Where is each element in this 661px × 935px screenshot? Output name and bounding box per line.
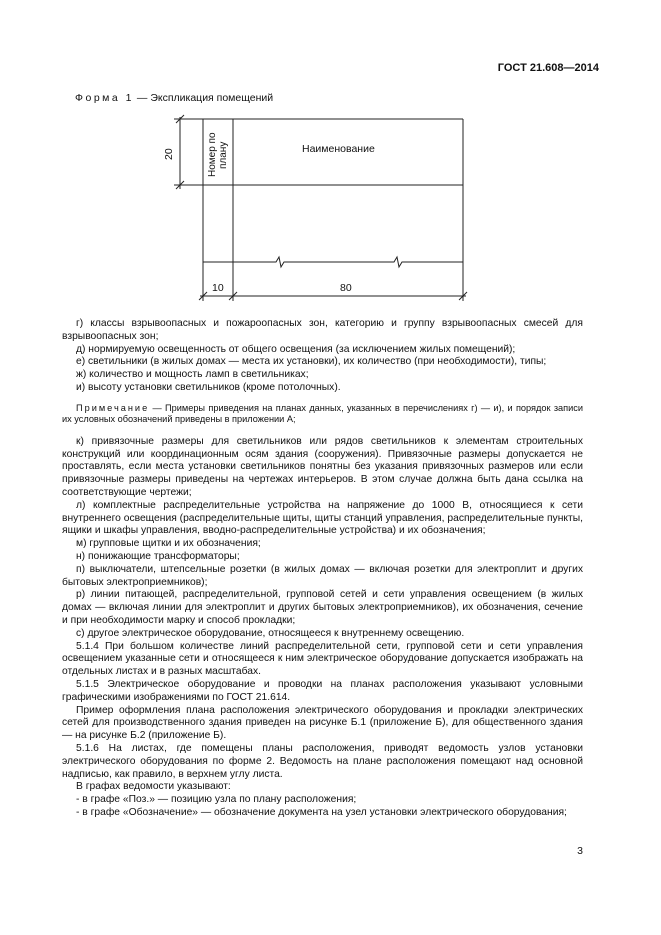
list-item-r: р) линии питающей, распределительной, групповой сетей и сети управления освещением (в жилых домах — включая линии для электроплит и других бытовых электроприемников), их обозначения, сечение и при необходимости марку и способ прокладки; xyxy=(62,589,583,626)
document-body xyxy=(62,318,583,820)
note xyxy=(62,403,583,426)
paragraph-5-1-6-intro: В графах ведомости указывают: xyxy=(76,781,231,793)
list-item-g: г) классы взрывоопасных и пожароопасных зон, категорию и группу взрывоопасных смесей для взрывоопасных зон; xyxy=(62,318,583,342)
list-item-poz: - в графе «Поз.» — позицию узла по плану расположения; xyxy=(76,794,357,806)
paragraph-5-1-6: 5.1.6 На листах, где помещены планы расположения, приводят ведомость узлов установки электрического оборудования по форме 2. Ведомость на плане расположения помещают над основной надписью, как правило, в верхнем углу листа. xyxy=(62,742,583,780)
column-number-header: Номер по плану xyxy=(207,132,229,178)
note-text: Примеры приведения на планах данных, указанных в перечислениях г) — и), и порядок записи их условных обозначений приведены в приложении А; xyxy=(62,402,583,425)
list-item-d: д) нормируемую освещенность от общего освещения (за исключением жилых помещений); xyxy=(76,343,516,355)
form-title xyxy=(75,92,273,104)
list-item-e: е) светильники (в жилых домах — места их установки), их количество (при необходимости), типы; xyxy=(76,356,547,368)
list-item-l: л) комплектные распределительные устройства на напряжение до 1000 В, относящиеся к сети внутреннего освещения (распределительные щиты, щиты станций управления, распределительные пункты, ящики и шкафы управления, вводно-распределительные устройства) и их обозначения; xyxy=(62,499,583,537)
column2-width-value: 80 xyxy=(340,282,352,294)
explication-form-figure xyxy=(160,105,480,315)
note-label: Примечание xyxy=(76,402,150,413)
document-code: ГОСТ 21.608—2014 xyxy=(497,62,599,74)
form-title-separator: — xyxy=(133,92,151,104)
paragraph-5-1-4: 5.1.4 При большом количестве линий распределительной сети, групповой сети и сети управления освещением указанные сети и относящееся к ним электрическое оборудование допускается изображать на отдельных листах и в разных масштабах. xyxy=(62,640,583,678)
paragraph-5-1-5: 5.1.5 Электрическое оборудование и проводки на планах расположения указывают условными графическими изображениями по ГОСТ 21.614. xyxy=(62,678,583,703)
page-number: 3 xyxy=(577,845,583,857)
height-dimension-value: 20 xyxy=(163,148,175,160)
column-name-header: Наименование xyxy=(302,143,375,155)
form-label: Форма 1 xyxy=(75,92,134,104)
column1-width-value: 10 xyxy=(212,282,224,294)
break-line xyxy=(203,257,463,267)
list-item-oboz: - в графе «Обозначение» — обозначение документа на узел установки электрического оборудования; xyxy=(76,806,567,818)
list-item-zh: ж) количество и мощность ламп в светильниках; xyxy=(76,369,309,381)
paragraph-5-1-5-example: Пример оформления плана расположения электрического оборудования и прокладки электрических сетей для производственного здания приведен на рисунке Б.1 (приложение Б), для общественного здания — на рисунке Б.2 (приложение Б). xyxy=(62,704,583,742)
list-item-n: н) понижающие трансформаторы; xyxy=(76,550,240,562)
note-separator: — xyxy=(149,402,166,413)
list-item-k: к) привязочные размеры для светильников или рядов светильников к элементам строительных конструкций или координационным осям здания (сооружения). Привязочные размеры допускается не проставлять, если места установки светильников понятны без указания привязочных размеров или если привязочные размеры приведены на чертежах интерьеров. В этом случае должна быть дана ссылка на соответствующие чертежи; xyxy=(62,435,583,498)
list-item-m: м) групповые щитки и их обозначения; xyxy=(76,538,261,550)
list-item-i: и) высоту установки светильников (кроме потолочных). xyxy=(76,381,341,393)
list-item-p: п) выключатели, штепсельные розетки (в жилых домах — включая розетки для электроплит и других бытовых электроприемников); xyxy=(62,563,583,588)
list-item-s: с) другое электрическое оборудование, относящееся к внутреннему освещению. xyxy=(76,627,465,639)
form-title-text: Экспликация помещений xyxy=(150,92,274,104)
